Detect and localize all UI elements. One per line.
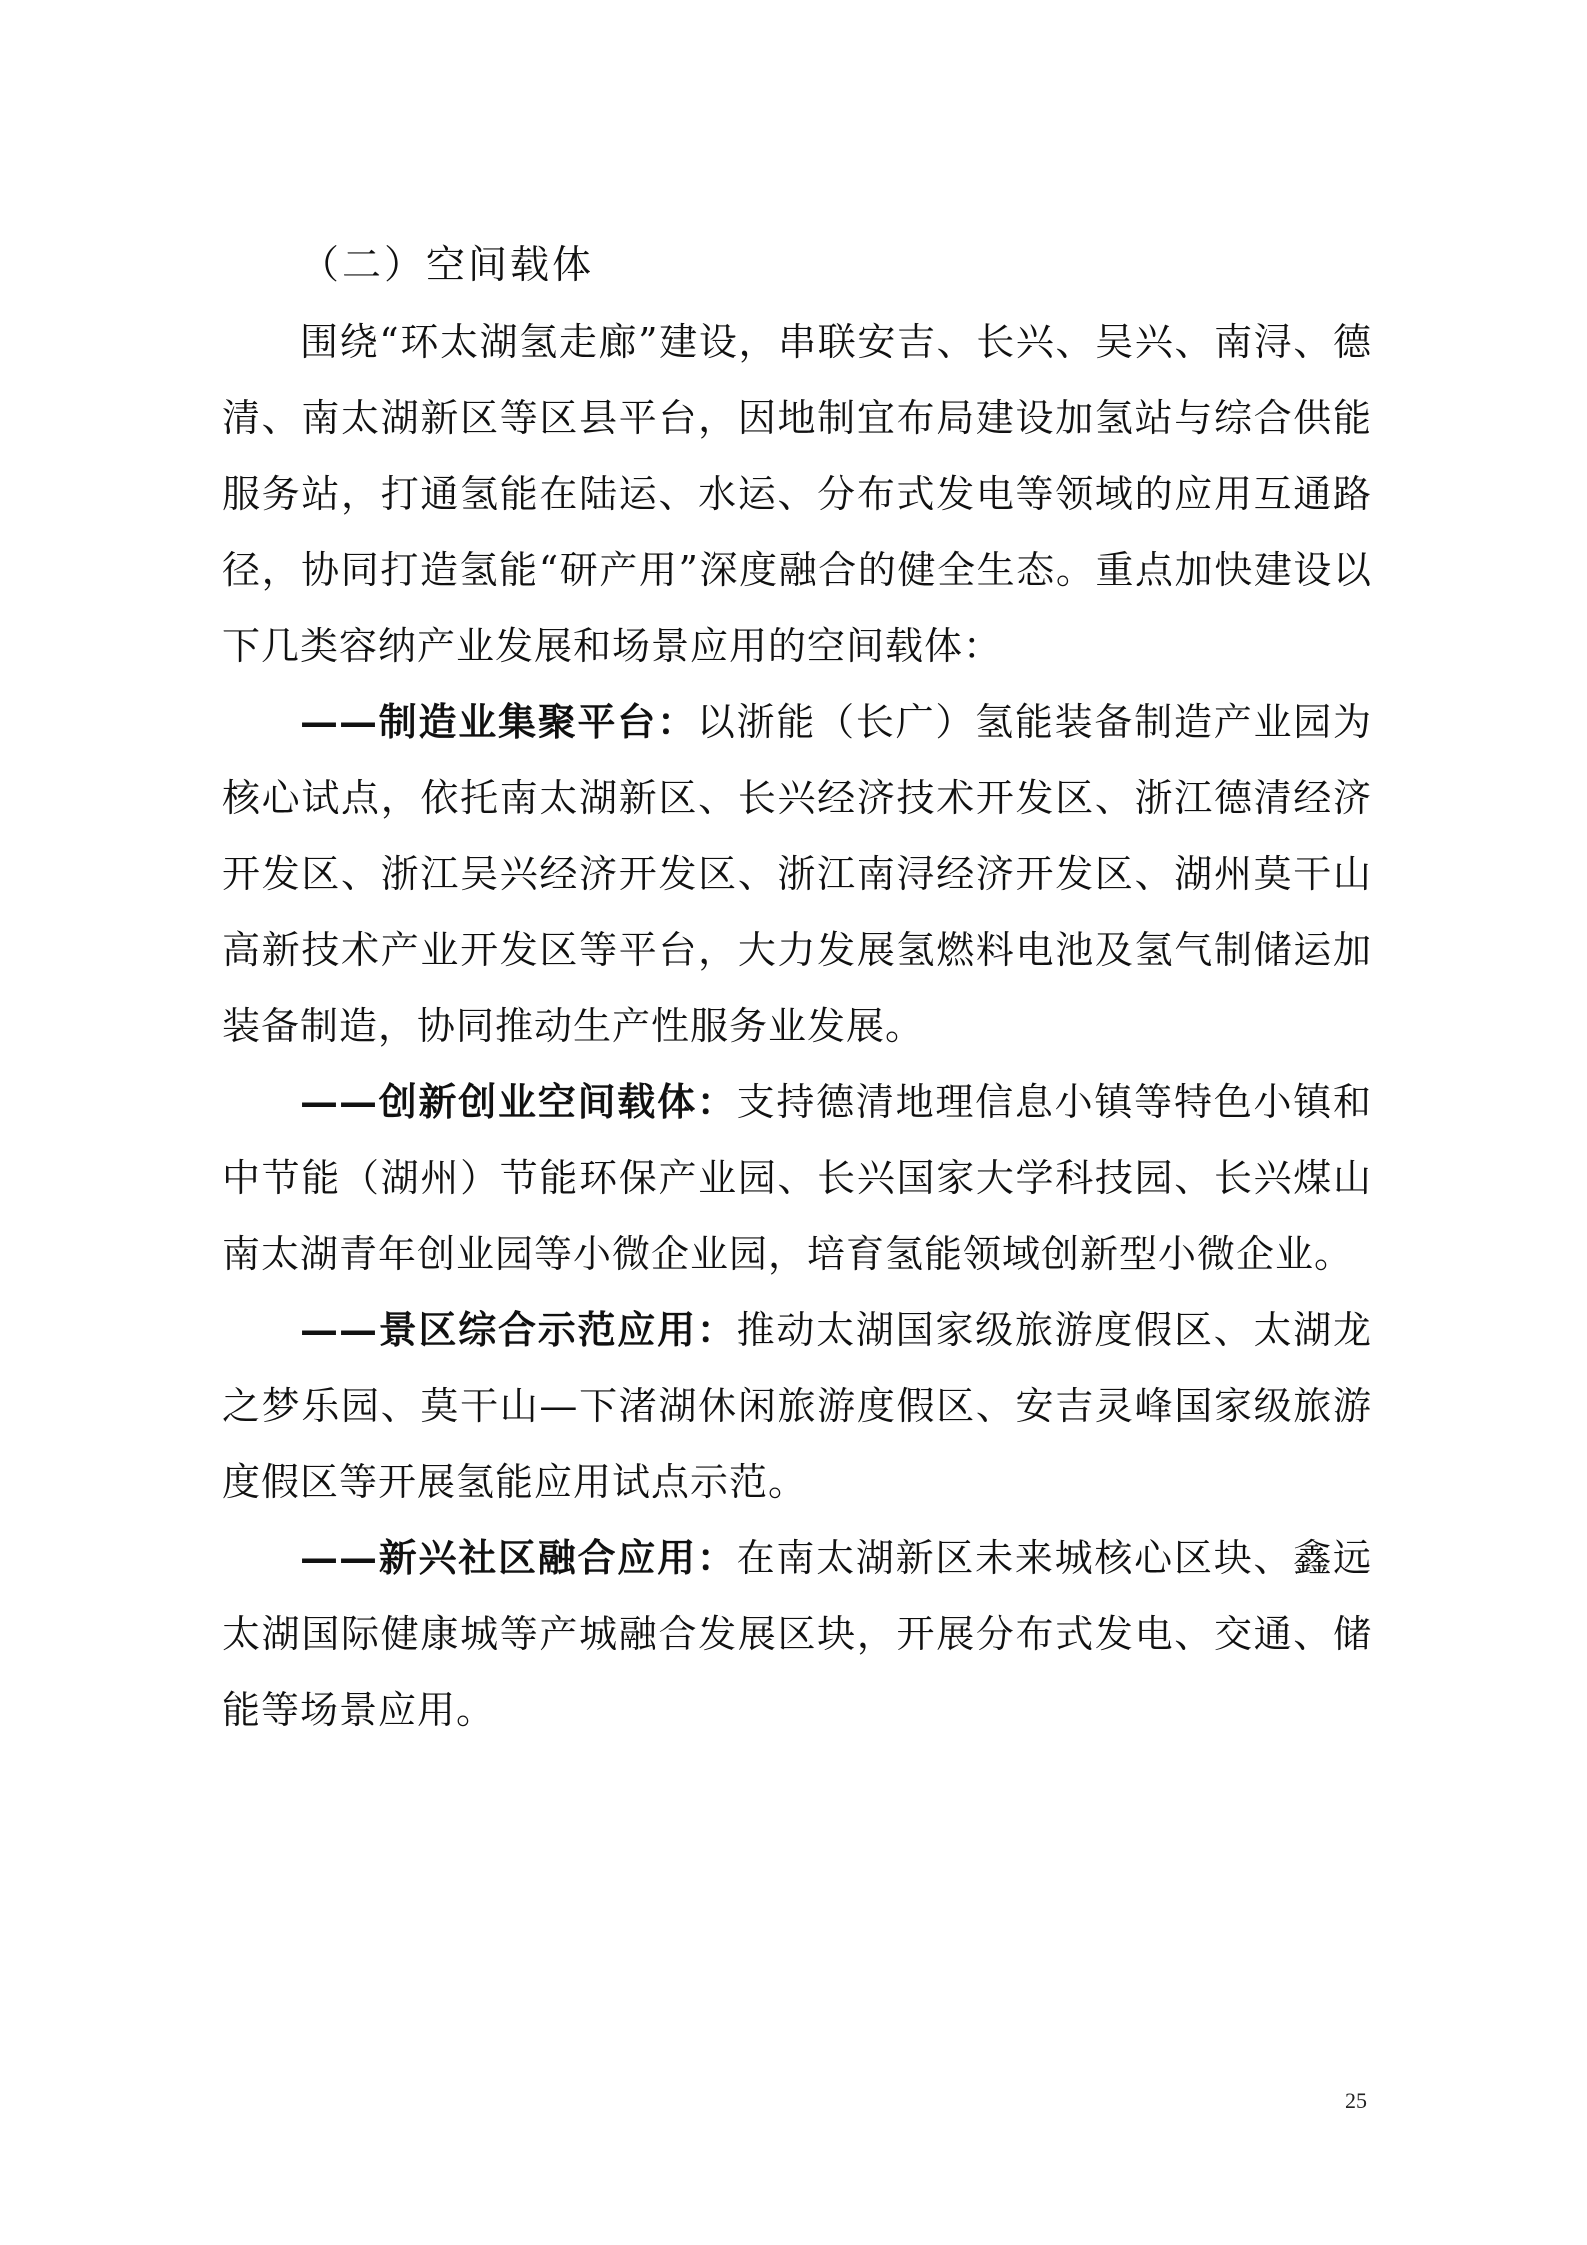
item-community-application [222,1520,1372,1748]
item-body: 在南太湖新区未来城核心区块、鑫远太湖国际健康城等产城融合发展区块，开展分布式发电、交通、储能等场景应用。 [222,1536,1372,1732]
item-lead: ——景区综合示范应用： [300,1307,737,1352]
item-lead: ——制造业集聚平台： [300,699,697,744]
item-body: 推动太湖国家级旅游度假区、太湖龙之梦乐园、莫干山—下渚湖休闲旅游度假区、安吉灵峰国家级旅游度假区等开展氢能应用试点示范。 [222,1308,1372,1504]
item-innovation-space [222,1064,1372,1292]
item-body: 支持德清地理信息小镇等特色小镇和中节能（湖州）节能环保产业园、长兴国家大学科技园、长兴煤山南太湖青年创业园等小微企业园，培育氢能领域创新型小微企业。 [222,1080,1372,1276]
item-scenic-demo [222,1292,1372,1520]
item-lead: ——新兴社区融合应用： [300,1535,737,1580]
intro-paragraph: 围绕“环太湖氢走廊”建设，串联安吉、长兴、吴兴、南浔、德清、南太湖新区等区县平台，因地制宜布局建设加氢站与综合供能服务站，打通氢能在陆运、水运、分布式发电等领域的应用互通路径，协同打造氢能“研产用”深度融合的健全生态。重点加快建设以下几类容纳产业发展和场景应用的空间载体： [222,320,1372,668]
page-number: 25 [1345,2088,1367,2113]
item-body: 以浙能（长广）氢能装备制造产业园为核心试点，依托南太湖新区、长兴经济技术开发区、浙江德清经济开发区、浙江吴兴经济开发区、浙江南浔经济开发区、湖州莫干山高新技术产业开发区等平台，大力发展氢燃料电池及氢气制储运加装备制造，协同推动生产性服务业发展。 [222,700,1372,1048]
page-content [222,228,1372,1748]
item-manufacturing-platform [222,684,1372,1064]
section-heading: （二）空间载体 [300,243,595,288]
item-lead: ——创新创业空间载体： [300,1079,737,1124]
